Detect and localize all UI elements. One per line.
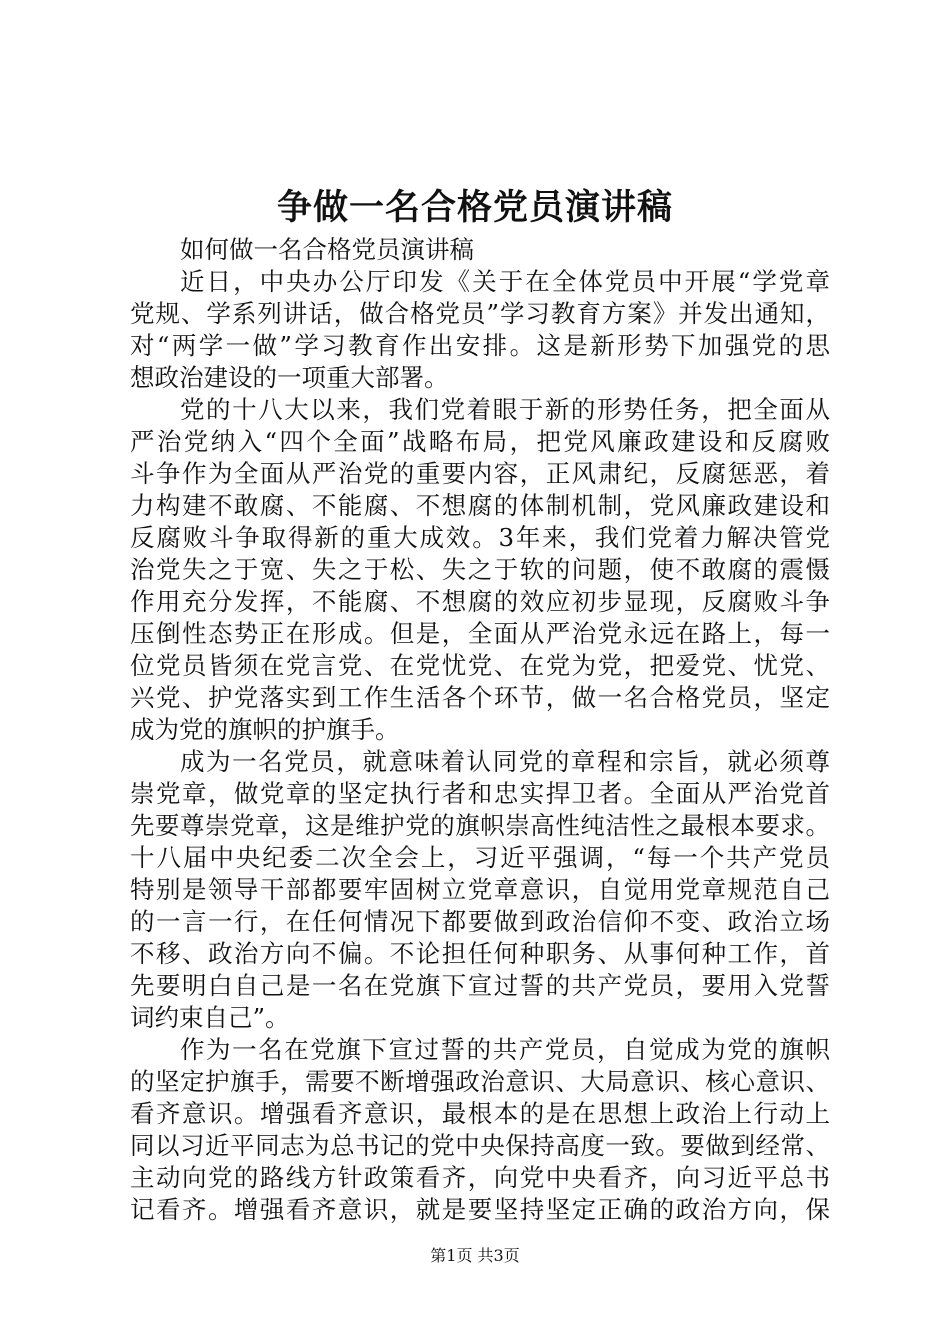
body-line: 位党员皆须在党言党、在党忧党、在党为党，把爱党、忧党、: [130, 651, 830, 680]
body-line: 的一言一行，在任何情况下都要做到政治信仰不变、政治立场: [130, 907, 830, 936]
body-line: 作用充分发挥，不能腐、不想腐的效应初步显现，反腐败斗争: [130, 587, 830, 616]
body-line: 十八届中央纪委二次全会上，习近平强调，“每一个共产党员: [130, 843, 830, 872]
body-line: 兴党、护党落实到工作生活各个环节，做一名合格党员，坚定: [130, 683, 830, 712]
body-line: 看齐意识。增强看齐意识，最根本的是在思想上政治上行动上: [130, 1099, 830, 1128]
body-line: 崇党章，做党章的坚定执行者和忠实捍卫者。全面从严治党首: [130, 779, 830, 808]
body-line: 成为党的旗帜的护旗手。: [130, 715, 400, 744]
body-line: 压倒性态势正在形成。但是，全面从严治党永远在路上，每一: [130, 619, 830, 648]
body-line: 想政治建设的一项重大部署。: [130, 363, 449, 392]
body-line: 成为一名党员，就意味着认同党的章程和宗旨，就必须尊: [180, 747, 830, 776]
body-line: 党的十八大以来，我们党着眼于新的形势任务，把全面从: [180, 395, 830, 424]
body-line: 词约束自己”。: [130, 1003, 290, 1032]
body-line: 同以习近平同志为总书记的党中央保持高度一致。要做到经常、: [130, 1131, 830, 1160]
body-line: 近日，中央办公厅印发《关于在全体党员中开展“学党章: [180, 267, 830, 296]
body-line: 对“两学一做”学习教育作出安排。这是新形势下加强党的思: [130, 331, 830, 360]
body-line: 特别是领导干部都要牢固树立党章意识，自觉用党章规范自己: [130, 875, 830, 904]
body-line: 党规、学系列讲话，做合格党员”学习教育方案》并发出通知，: [130, 299, 830, 328]
page-footer: 第1页 共3页: [430, 1246, 520, 1265]
body-line: 斗争作为全面从严治党的重要内容，正风肃纪，反腐惩恶，着: [130, 459, 830, 488]
body-line: 先要明白自己是一名在党旗下宣过誓的共产党员，要用入党誓: [130, 971, 830, 1000]
body-line: 力构建不敢腐、不能腐、不想腐的体制机制，党风廉政建设和: [130, 491, 830, 520]
body-line: 反腐败斗争取得新的重大成效。3年来，我们党着力解决管党: [130, 523, 830, 552]
document-body: [130, 234, 830, 1226]
body-line: 主动向党的路线方针政策看齐，向党中央看齐，向习近平总书: [130, 1163, 830, 1192]
body-line: 的坚定护旗手，需要不断增强政治意识、大局意识、核心意识、: [130, 1067, 830, 1096]
body-line: 治党失之于宽、失之于松、失之于软的问题，使不敢腐的震慑: [130, 555, 830, 584]
document-title: 争做一名合格党员演讲稿: [276, 187, 673, 228]
body-line: 记看齐。增强看齐意识，就是要坚持坚定正确的政治方向，保: [130, 1195, 830, 1224]
body-line: 作为一名在党旗下宣过誓的共产党员，自觉成为党的旗帜: [180, 1035, 830, 1064]
body-line: 严治党纳入“四个全面”战略布局，把党风廉政建设和反腐败: [130, 427, 830, 456]
body-line: 如何做一名合格党员演讲稿: [180, 235, 474, 264]
body-line: 不移、政治方向不偏。不论担任何种职务、从事何种工作，首: [130, 939, 830, 968]
body-line: 先要尊崇党章，这是维护党的旗帜崇高性纯洁性之最根本要求。: [130, 811, 830, 840]
